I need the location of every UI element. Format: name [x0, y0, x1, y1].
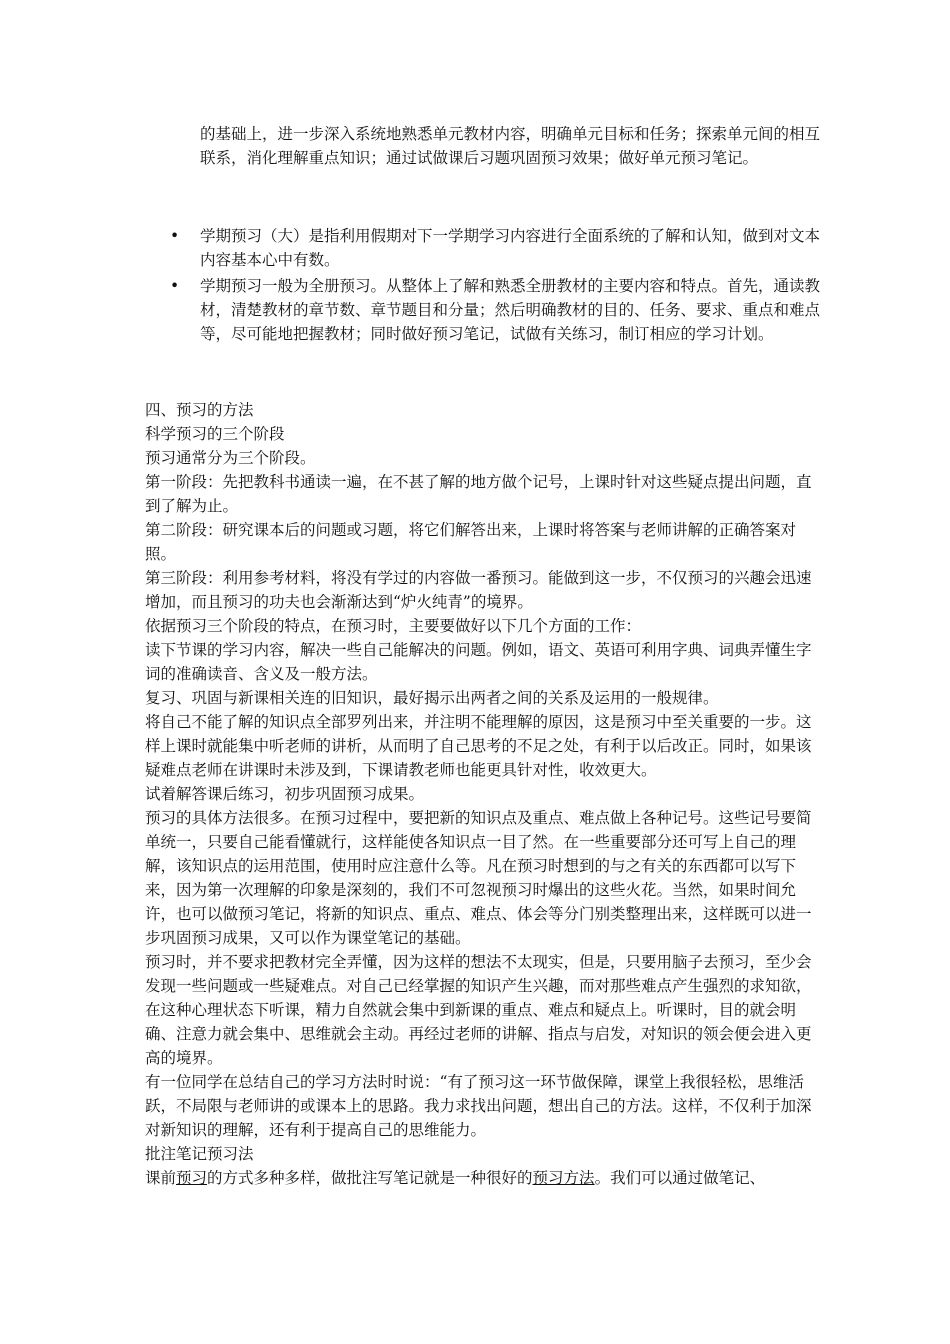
paragraph: 预习的具体方法很多。在预习过程中，要把新的知识点及重点、难点做上各种记号。这些记号要简单统一，只要自己能看懂就行，这样能使各知识点一目了然。在一些重要部分还可写上自己的理解，该知识点的运用范围，使用时应注意什么等。凡在预习时想到的与之有关的东西都可以写下来，因为第一次理解的印象是深刻的，我们不可忽视预习时爆出的这些火花。当然，如果时间允许，也可以做预习笔记，将新的知识点、重点、难点、体会等分门别类整理出来，这样既可以进一步巩固预习成果，又可以作为课堂笔记的基础。: [145, 809, 812, 947]
subheading: 科学预习的三个阶段: [145, 425, 285, 443]
subheading: 批注笔记预习法: [145, 1145, 254, 1163]
text-segment: 。我们可以通过做笔记、: [594, 1169, 766, 1187]
bullet-item: [170, 274, 820, 346]
paragraph: 第一阶段：先把教科书通读一遍，在不甚了解的地方做个记号，上课时针对这些疑点提出问题，直到了解为止。: [145, 473, 812, 515]
section-heading: 四、预习的方法: [145, 401, 254, 419]
paragraph: 依据预习三个阶段的特点，在预习时，主要要做好以下几个方面的工作：: [145, 617, 642, 635]
bullet-text: 学期预习（大）是指利用假期对下一学期学习内容进行全面系统的了解和认知，做到对文本内容基本心中有数。: [200, 227, 821, 269]
bullet-text: 学期预习一般为全册预习。从整体上了解和熟悉全册教材的主要内容和特点。首先，通读教材，清楚教材的章节数、章节题目和分量；然后明确教材的目的、任务、要求、重点和难点等，尽可能地把握教材；同时做好预习笔记，试做有关练习，制订相应的学习计划。: [200, 277, 821, 343]
link-preview-method[interactable]: 预习方法: [532, 1169, 595, 1187]
intro-continuation: 的基础上，进一步深入系统地熟悉单元教材内容，明确单元目标和任务；探索单元间的相互联系，消化理解重点知识；通过试做课后习题巩固预习效果；做好单元预习笔记。: [200, 125, 821, 167]
paragraph-last: [145, 1166, 817, 1190]
bullet-list: [170, 224, 820, 348]
bullet-item: [170, 224, 820, 272]
paragraph: 预习时，并不要求把教材完全弄懂，因为这样的想法不太现实，但是，只要用脑子去预习，至少会发现一些问题或一些疑难点。对自己已经掌握的知识产生兴趣，而对那些难点产生强烈的求知欲，在这种心理状态下听课，精力自然就会集中到新课的重点、难点和疑点上。听课时，目的就会明确、注意力就会集中、思维就会主动。再经过老师的讲解、指点与启发，对知识的领会便会进入更高的境界。: [145, 953, 812, 1067]
bullet-marker: •: [170, 277, 180, 295]
paragraph: 第二阶段：研究课本后的问题或习题，将它们解答出来，上课时将答案与老师讲解的正确答案对照。: [145, 521, 797, 563]
main-body: [145, 398, 817, 1190]
paragraph: 有一位同学在总结自己的学习方法时时说：“有了预习这一环节做保障，课堂上我很轻松，思维活跃，不局限与老师讲的或课本上的思路。我力求找出问题，想出自己的方法。这样，不仅利于加深对新知识的理解，还有利于提高自己的思维能力。: [145, 1073, 812, 1139]
paragraph: 预习通常分为三个阶段。: [145, 449, 316, 467]
paragraph: 第三阶段：利用参考材料，将没有学过的内容做一番预习。能做到这一步，不仅预习的兴趣会迅速增加，而且预习的功夫也会渐渐达到“炉火纯青”的境界。: [145, 569, 812, 611]
paragraph: 试着解答课后练习，初步巩固预习成果。: [145, 785, 425, 803]
text-segment: 课前: [145, 1169, 177, 1187]
paragraph: 读下节课的学习内容，解决一些自己能解决的问题。例如，语文、英语可利用字典、词典弄懂生字词的准确读音、含义及一般方法。: [145, 641, 812, 683]
paragraph: 复习、巩固与新课相关连的旧知识，最好揭示出两者之间的关系及运用的一般规律。: [145, 689, 719, 707]
paragraph: 将自己不能了解的知识点全部罗列出来，并注明不能理解的原因，这是预习中至关重要的一步。这样上课时就能集中听老师的讲析，从而明了自己思考的不足之处，有利于以后改正。同时，如果该疑难点老师在讲课时未涉及到，下课请教老师也能更具针对性，收效更大。: [145, 713, 812, 779]
text-segment: 的方式多种多样，做批注写笔记就是一种很好的: [207, 1169, 533, 1187]
bullet-marker: •: [170, 227, 180, 245]
link-preview[interactable]: 预习: [176, 1169, 208, 1187]
